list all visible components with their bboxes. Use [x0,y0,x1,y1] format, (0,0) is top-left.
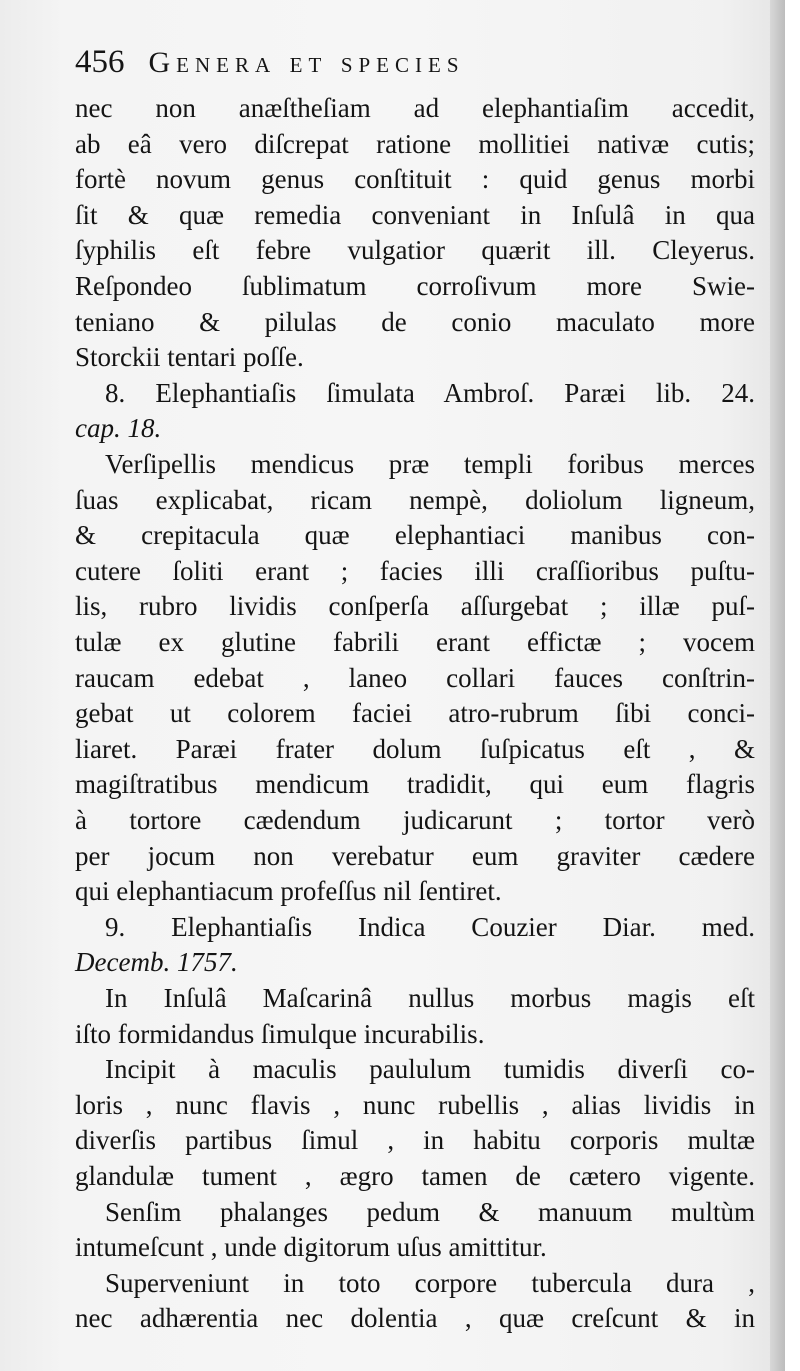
text-line: 8. Elephantiaſis ſimulata Ambroſ. Paræi lib. 24. [105,377,755,408]
text-line: gebat ut colorem faciei atro-rubrum ſibi conci- [75,698,755,729]
text-line: fortè novum genus conſtituit : quid genus morbi [75,164,755,195]
text-line: nec adhærentia nec dolentia , quæ creſcunt & in [75,1303,755,1334]
text-line: Storckii tentari poſſe. [75,342,304,373]
text-line: glandulæ tument , ægro tamen de cætero vigente. [75,1161,755,1191]
text-line: teniano & pilulas de conio maculato more [75,306,755,337]
text-line: magiſtratibus mendicum tradidit, qui eum flagris [75,769,755,800]
text-line: nec non anæſtheſiam ad elephantiaſim accedit, [75,93,755,123]
text-line: ab eâ vero diſcrepat ratione mollitiei nativæ cutis; [75,128,755,159]
text-line: cutere ſoliti erant ; facies illi craſſioribus puſtu- [75,555,755,586]
text-line: Reſpondeo ſublimatum corroſivum more Swie- [75,271,755,301]
text-line: In Inſulâ Maſcarinâ nullus morbus magis eſt [105,983,755,1013]
text-line: ſuas explicabat, ricam nempè, doliolum ligneum, [75,484,755,515]
text-line: ſit & quæ remedia conveniant in Inſulâ in qua [75,199,755,230]
text-line: Incipit à maculis paululum tumidis diverſi co- [105,1054,755,1085]
text-line: qui elephantiacum profeſſus nil ſentiret. [75,876,502,907]
text-line: liaret. Paræi frater dolum ſuſpicatus eſt , & [75,733,755,764]
text-line: raucam edebat , laneo collari fauces conſtrin- [75,662,755,693]
running-head [75,44,465,90]
text-line: loris , nunc flavis , nunc rubellis , alias lividis in [75,1089,755,1120]
text-line: Decemb. 1757. [75,947,238,978]
text-line: cap. 18. [75,413,162,444]
text-line: intumeſcunt , unde digitorum uſus amittitur. [75,1232,547,1263]
text-line: iſto formidandus ſimulque incurabilis. [75,1018,485,1049]
text-line: diverſis partibus ſimul , in habitu corporis multæ [75,1125,755,1156]
text-line: per jocum non verebatur eum graviter cædere [75,840,755,871]
page-number: 456 [75,44,125,80]
text-line: ſyphilis eſt febre vulgatior quærit ill. Cleyerus. [75,235,755,266]
text-line: Verſipellis mendicus præ templi foribus merces [105,449,755,479]
page-edge [770,0,785,1371]
running-head-title: Genera et species [148,46,465,79]
text-line: tulæ ex glutine fabrili erant effictæ ; vocem [75,627,755,657]
text-line: Superveniunt in toto corpore tubercula dura , [105,1267,755,1298]
text-line: Senſim phalanges pedum & manuum multùm [105,1196,755,1227]
text-line: 9. Elephantiaſis Indica Couzier Diar. med. [105,911,755,942]
text-line: à tortore cædendum judicarunt ; tortor verò [75,805,755,835]
text-line: lis, rubro lividis conſperſa aſſurgebat ; illæ puſ- [75,591,755,622]
text-line: & crepitacula quæ elephantiaci manibus con- [75,520,755,551]
